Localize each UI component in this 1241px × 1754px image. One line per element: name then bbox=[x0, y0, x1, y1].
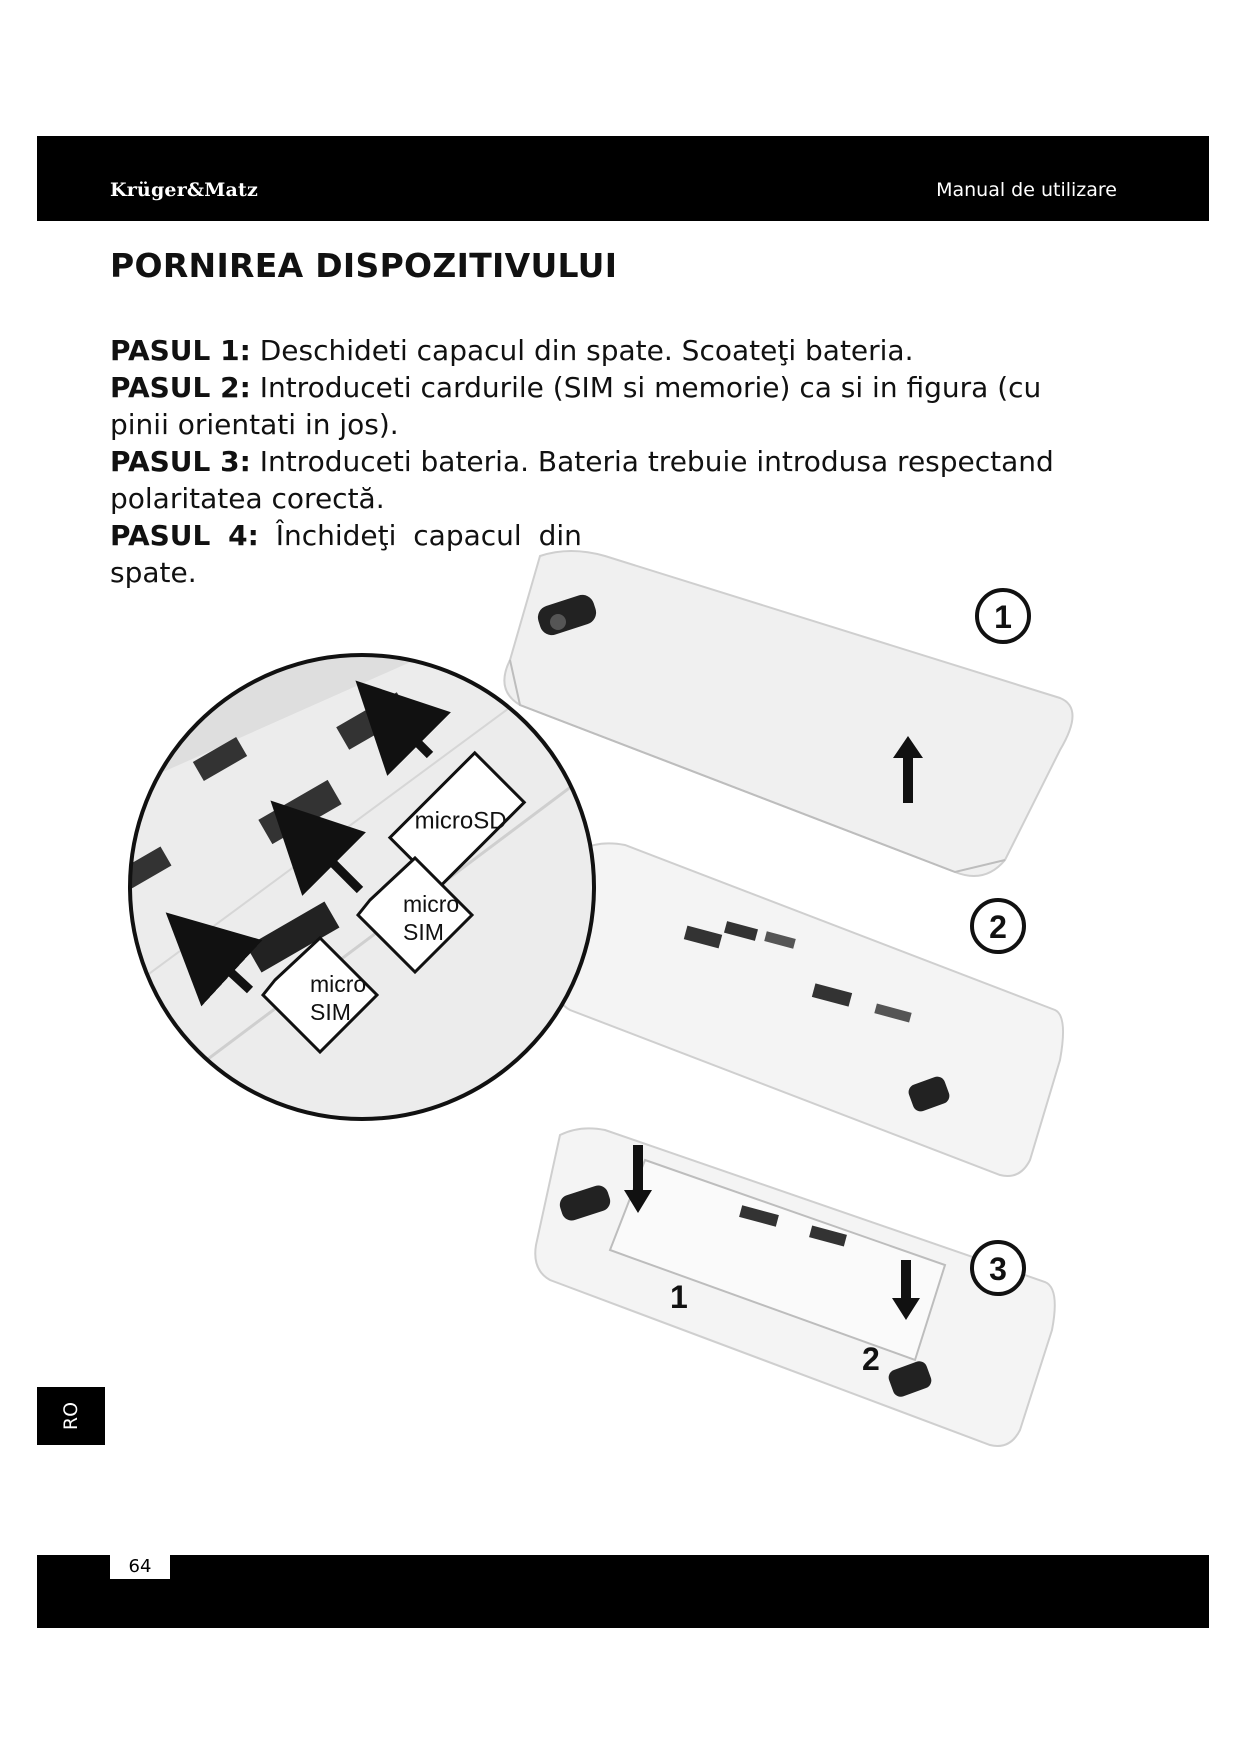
footer-bar bbox=[37, 1555, 1209, 1628]
language-tab bbox=[37, 1387, 105, 1445]
page-number: 64 bbox=[110, 1555, 170, 1579]
battery-arrow-label: 1 bbox=[670, 1279, 688, 1315]
step-2 bbox=[110, 369, 1054, 406]
step-3-continued: polaritatea corectă. bbox=[110, 482, 385, 515]
language-tab-label: RO bbox=[60, 1401, 82, 1431]
svg-text:3: 3 bbox=[989, 1251, 1007, 1287]
step-marker-3 bbox=[972, 1242, 1024, 1294]
step-text: Deschideti capacul din spate. Scoateţi bateria. bbox=[259, 334, 914, 367]
svg-text:1: 1 bbox=[994, 599, 1012, 635]
step-text: Introduceti cardurile (SIM si memorie) ca si in figura (cu bbox=[259, 371, 1042, 404]
step-label: PASUL 2: bbox=[110, 371, 251, 404]
phone-battery bbox=[535, 1128, 1055, 1446]
step-2-continued: pinii orientati in jos). bbox=[110, 408, 399, 441]
page-title: PORNIREA DISPOZITIVULUI bbox=[110, 246, 618, 285]
battery-arrow-label: 2 bbox=[862, 1341, 880, 1377]
microsd-label: microSD bbox=[414, 807, 507, 835]
installation-figure bbox=[100, 540, 1080, 1530]
sim-label: micro bbox=[310, 971, 367, 997]
step-3 bbox=[110, 443, 1054, 480]
step-text: Introduceti bateria. Bateria trebuie introdusa respectand bbox=[259, 445, 1054, 478]
step-4-continued: spate. bbox=[110, 556, 197, 589]
step-1 bbox=[110, 332, 1054, 369]
step-label: PASUL 4: bbox=[110, 519, 259, 552]
step-marker-2 bbox=[972, 900, 1024, 952]
step-marker-1 bbox=[977, 590, 1029, 642]
brand-logo: Krüger&Matz bbox=[110, 179, 258, 201]
svg-text:2: 2 bbox=[989, 909, 1007, 945]
sim-label: SIM bbox=[310, 999, 351, 1025]
sim-label: SIM bbox=[403, 919, 444, 945]
phone-open-back bbox=[558, 843, 1064, 1176]
header-bar bbox=[37, 136, 1209, 221]
manual-title: Manual de utilizare bbox=[936, 179, 1117, 201]
sim-label: micro bbox=[403, 891, 460, 917]
step-label: PASUL 3: bbox=[110, 445, 251, 478]
step-label: PASUL 1: bbox=[110, 334, 251, 367]
step-text: Închideţi capacul din bbox=[275, 519, 582, 552]
